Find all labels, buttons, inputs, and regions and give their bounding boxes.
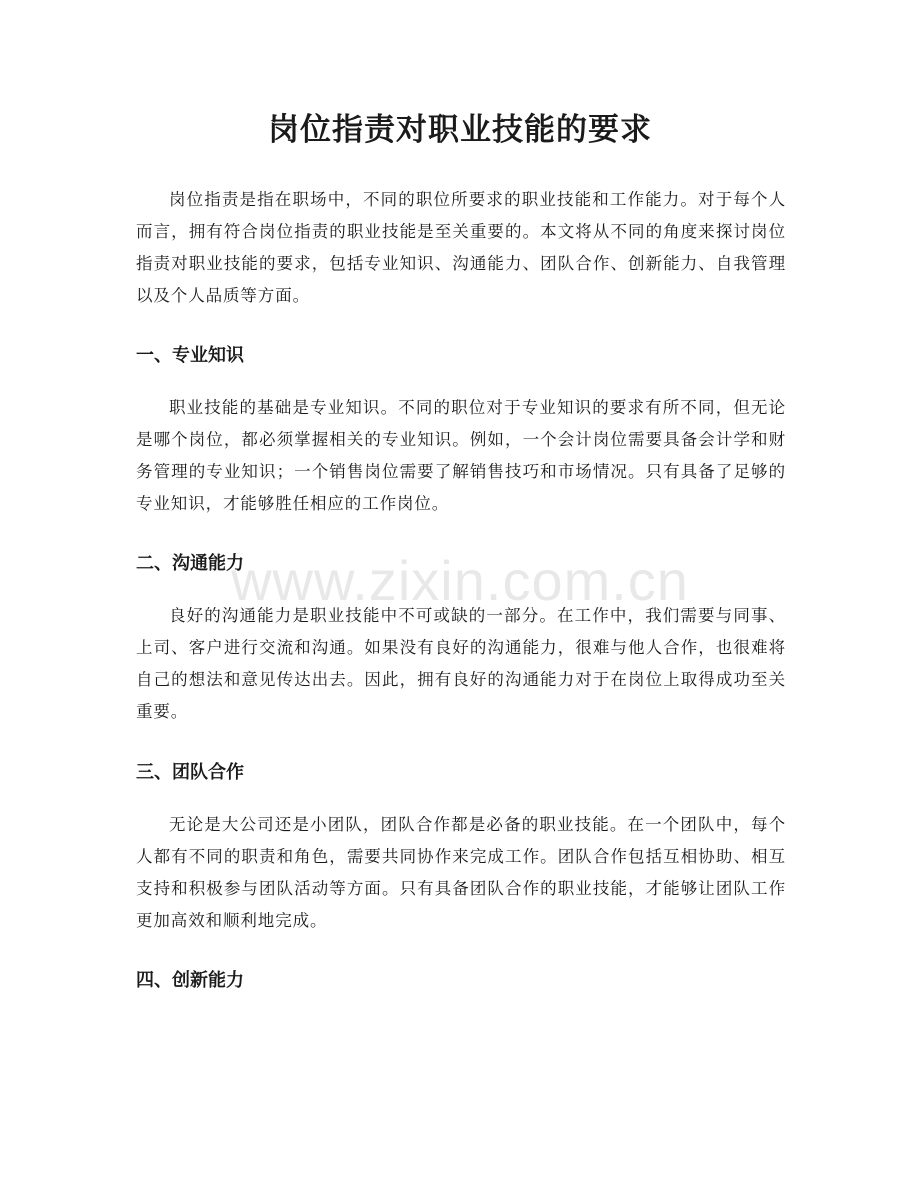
section-heading-4: 四、创新能力 [136,970,244,991]
section-heading-1: 一、专业知识 [136,345,244,366]
section-body-3: 无论是大公司还是小团队，团队合作都是必备的职业技能。在一个团队中，每个人都有不同的职责和角色，需要共同协作来完成工作。团队合作包括互相协助、相互支持和积极参与团队活动等方面。只有具备团队合作的职业技能，才能够让团队工作更加高效和顺利地完成。 [136,815,786,930]
section-heading-2: 二、沟通能力 [136,553,244,574]
section-body-1: 职业技能的基础是专业知识。不同的职位对于专业知识的要求有所不同，但无论是哪个岗位，都必须掌握相关的专业知识。例如，一个会计岗位需要具备会计学和财务管理的专业知识；一个销售岗位需要了解销售技巧和市场情况。只有具备了足够的专业知识，才能够胜任相应的工作岗位。 [136,398,786,513]
watermark-text: www.zixin.com.cn [231,549,689,612]
section-body-2: 良好的沟通能力是职业技能中不可或缺的一部分。在工作中，我们需要与同事、上司、客户进行交流和沟通。如果没有良好的沟通能力，很难与他人合作，也很难将自己的想法和意见传达出去。因此，拥有良好的沟通能力对于在岗位上取得成功至关重要。 [136,606,786,721]
document-title: 岗位指责对职业技能的要求 [268,112,652,148]
section-heading-3: 三、团队合作 [136,762,244,783]
intro-paragraph: 岗位指责是指在职场中，不同的职位所要求的职业技能和工作能力。对于每个人而言，拥有符合岗位指责的职业技能是至关重要的。本文将从不同的角度来探讨岗位指责对职业技能的要求，包括专业知识、沟通能力、团队合作、创新能力、自我管理以及个人品质等方面。 [136,190,786,305]
